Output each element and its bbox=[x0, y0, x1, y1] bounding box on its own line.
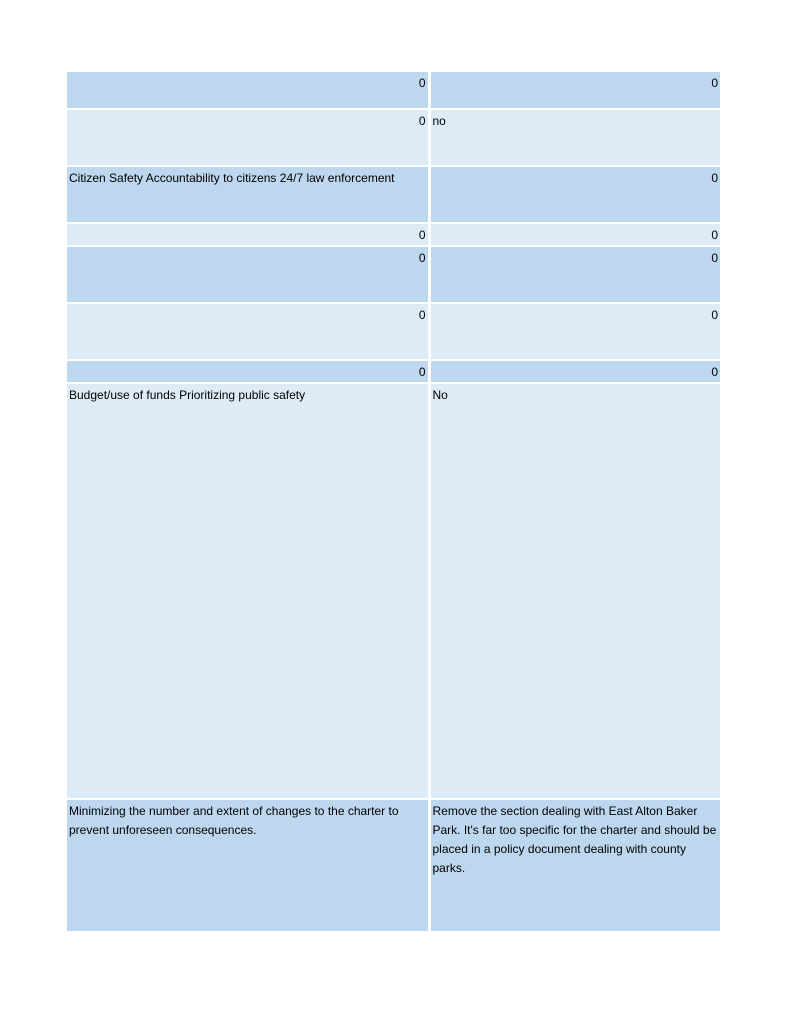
table-cell: 0 bbox=[67, 360, 429, 383]
table-cell: 0 bbox=[67, 109, 429, 166]
table-cell: no bbox=[429, 109, 720, 166]
table-cell: 0 bbox=[67, 72, 429, 109]
table-cell: 0 bbox=[67, 303, 429, 360]
table-cell: Minimizing the number and extent of changes to the charter to prevent unforeseen consequences. bbox=[67, 799, 429, 932]
table-cell: 0 bbox=[429, 72, 720, 109]
table-row bbox=[67, 109, 720, 166]
table-cell: No bbox=[429, 383, 720, 799]
table-row bbox=[67, 166, 720, 223]
table-cell: 0 bbox=[429, 360, 720, 383]
table-cell: Remove the section dealing with East Alton Baker Park. It's far too specific for the charter and should be placed in a policy document dealing with county parks. bbox=[429, 799, 720, 932]
table-cell: 0 bbox=[429, 246, 720, 303]
table-cell: 0 bbox=[67, 223, 429, 246]
table-cell: 0 bbox=[429, 166, 720, 223]
survey-response-table bbox=[67, 72, 720, 933]
table-row bbox=[67, 72, 720, 109]
table-row bbox=[67, 246, 720, 303]
table-cell: Budget/use of funds Prioritizing public safety bbox=[67, 383, 429, 799]
table-row bbox=[67, 303, 720, 360]
table-cell: 0 bbox=[67, 246, 429, 303]
table-row bbox=[67, 799, 720, 932]
table-cell: 0 bbox=[429, 303, 720, 360]
table-cell: Citizen Safety Accountability to citizens 24/7 law enforcement bbox=[67, 166, 429, 223]
table-row bbox=[67, 383, 720, 799]
table-cell: 0 bbox=[429, 223, 720, 246]
table-row bbox=[67, 360, 720, 383]
table-row bbox=[67, 223, 720, 246]
